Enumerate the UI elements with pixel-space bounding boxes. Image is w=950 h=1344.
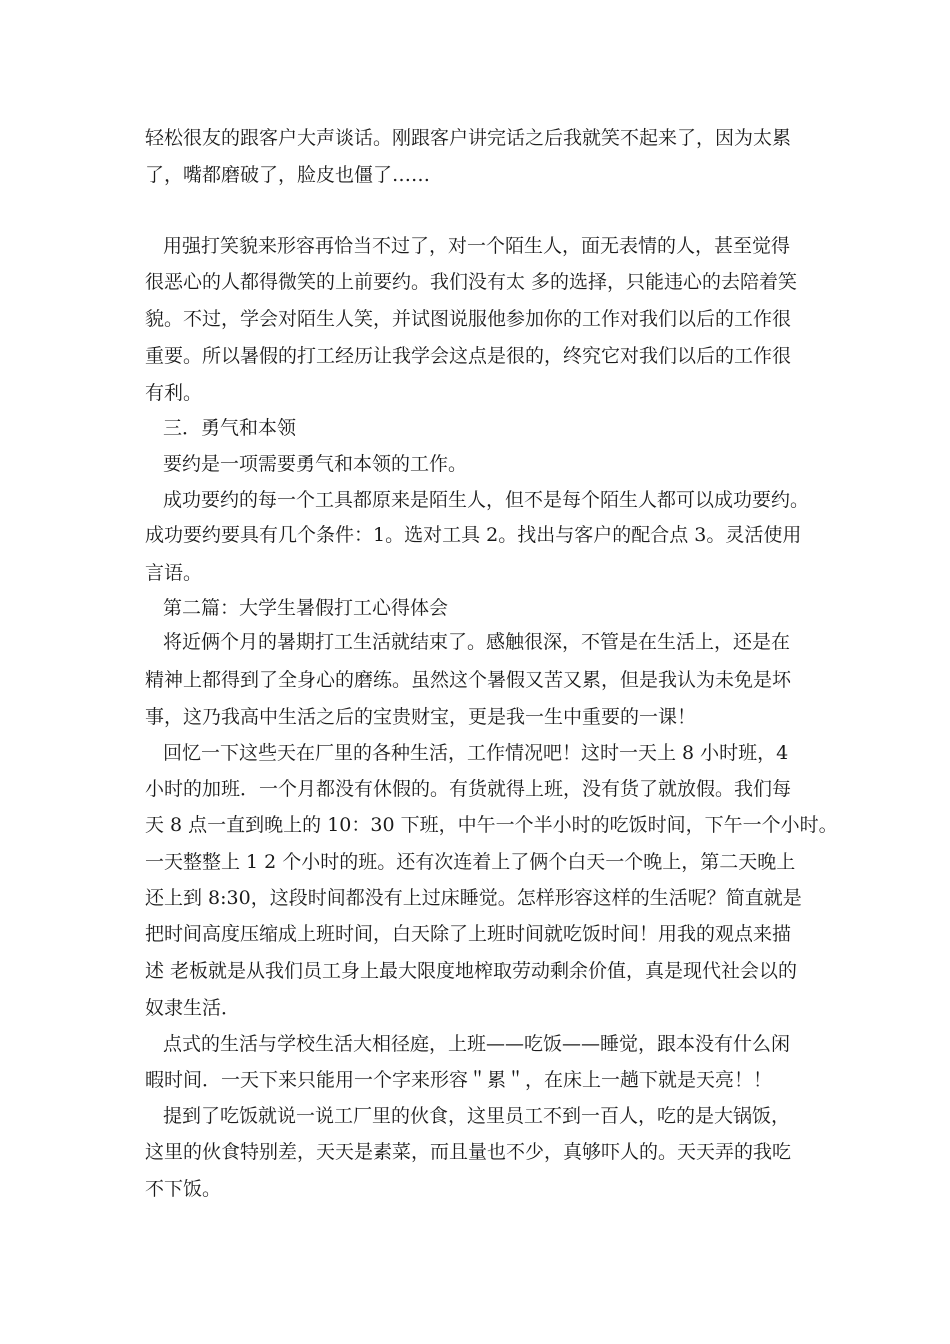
- text-line: 这里的伙食特别差，天天是素菜，而且量也不少，真够吓人的。天天弄的我吃: [145, 1141, 792, 1163]
- chapter-heading: 第二篇：大学生暑假打工心得体会: [163, 597, 449, 619]
- text-line: 很恶心的人都得微笑的上前要约。我们没有太 多的选择，只能违心的去陪着笑: [145, 271, 798, 293]
- text-line: 奴隶生活．: [145, 997, 241, 1019]
- text-line: 了，嘴都磨破了，脸皮也僵了……: [145, 164, 431, 186]
- text-line: 将近俩个月的暑期打工生活就结束了。感触很深，不管是在生活上，还是在: [163, 631, 791, 653]
- text-line: 有利。: [145, 382, 203, 404]
- text-line: 把时间高度压缩成上班时间，白天除了上班时间就吃饭时间！用我的观点来描: [145, 923, 792, 945]
- text-line: 事，这乃我高中生活之后的宝贵财宝，更是我一生中重要的一课！: [145, 706, 697, 728]
- text-line: 一天整整上 1 2 个小时的班。还有次连着上了俩个白天一个晚上，第二天晚上: [145, 851, 796, 873]
- text-line: 用强打笑貌来形容再恰当不过了，对一个陌生人，面无表情的人，甚至觉得: [163, 235, 791, 257]
- text-line: 言语。: [145, 562, 203, 584]
- text-line: 回忆一下这些天在厂里的各种生活，工作情况吧！这时一天上 8 小时班，4: [163, 742, 789, 764]
- text-line: 成功要约要具有几个条件：1。选对工具 2。找出与客户的配合点 3。灵活使用: [145, 524, 802, 546]
- text-line: 貌。不过，学会对陌生人笑，并试图说服他参加你的工作对我们以后的工作很: [145, 308, 792, 330]
- text-line: 重要。所以暑假的打工经历让我学会这点是很的，终究它对我们以后的工作很: [145, 345, 792, 367]
- text-line: 还上到 8:30，这段时间都没有上过床睡觉。怎样形容这样的生活呢？简直就是: [145, 887, 802, 909]
- text-line: 精神上都得到了全身心的磨练。虽然这个暑假又苦又累，但是我认为未免是坏: [145, 669, 792, 691]
- text-line: 天 8 点一直到晚上的 10：30 下班，中午一个半小时的吃饭时间，下午一个小时。: [145, 814, 838, 836]
- section-heading: 三．勇气和本领: [163, 417, 297, 439]
- text-line: 暇时间．一天下来只能用一个字来形容＂累＂，在床上一趟下就是天亮！！: [145, 1069, 773, 1091]
- text-line: 要约是一项需要勇气和本领的工作。: [163, 453, 468, 475]
- text-line: 成功要约的每一个工具都原来是陌生人，但不是每个陌生人都可以成功要约。: [163, 489, 810, 511]
- text-line: 小时的加班．一个月都没有休假的。有货就得上班，没有货了就放假。我们每: [145, 778, 792, 800]
- text-line: 轻松很友的跟客户大声谈话。刚跟客户讲完话之后我就笑不起来了，因为太累: [145, 127, 792, 149]
- text-line: 点式的生活与学校生活大相径庭，上班——吃饭——睡觉，跟本没有什么闲: [163, 1033, 791, 1055]
- text-line: 不下饭。: [145, 1178, 222, 1200]
- text-line: 提到了吃饭就说一说工厂里的伙食，这里员工不到一百人，吃的是大锅饭，: [163, 1105, 791, 1127]
- text-line: 述 老板就是从我们员工身上最大限度地榨取劳动剩余价值，真是现代社会以的: [145, 960, 798, 982]
